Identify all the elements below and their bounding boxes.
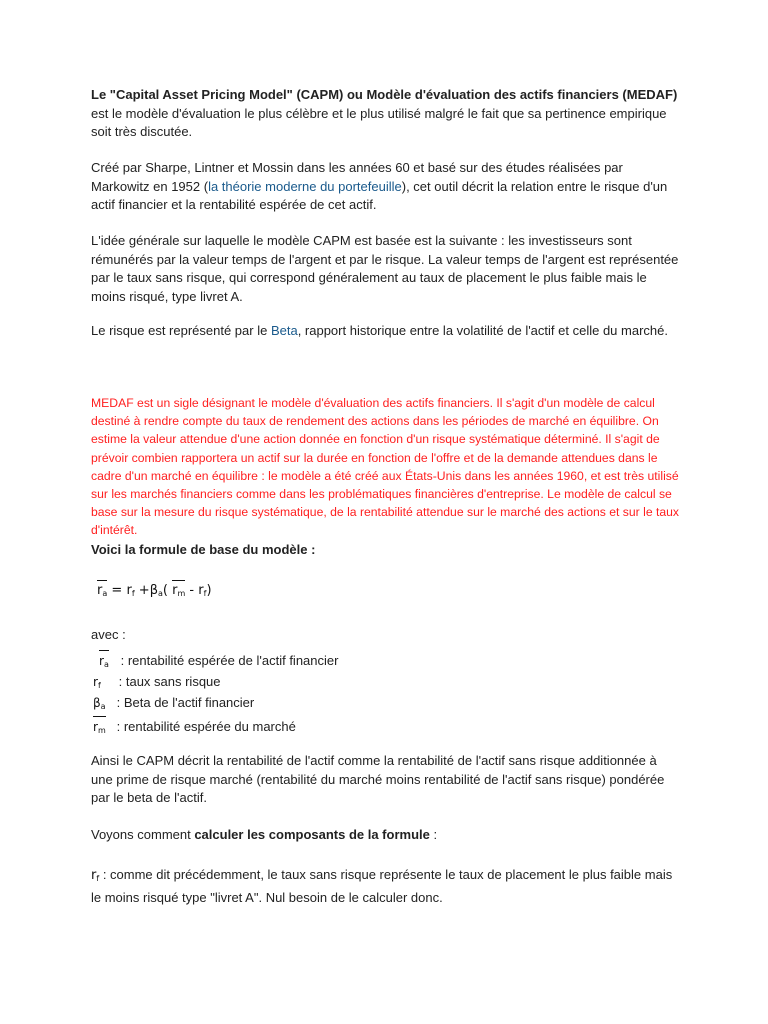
legend-rf-text: : taux sans risque <box>118 674 221 689</box>
legend-rm-symbol <box>91 716 113 741</box>
intro-paragraph-2-after: ), cet outil décrit la relation entre le risque d'un actif financier et la rentabilité espérée de cet actif. <box>91 178 668 212</box>
legend-item-rf <box>91 673 221 696</box>
capm-title-bold: Le "Capital Asset Pricing Model" (CAPM) ou Modèle d'évaluation des actifs financiers (MEDAF) <box>91 87 678 102</box>
legend-beta-letter: β <box>93 696 101 710</box>
formula-rm <box>172 580 185 604</box>
intro-paragraph-2-before: Créé par Sharpe, Lintner et Mossin dans les années 60 et basé sur des études réalisées par Markowitz en 1952 ( <box>91 160 623 194</box>
formula-open-paren: ( <box>162 583 168 598</box>
rf-explanation-symbol <box>91 867 99 889</box>
formula-ra-sub: a <box>102 589 108 598</box>
intro-paragraph-4 <box>91 322 681 341</box>
legend-beta-symbol <box>91 694 113 717</box>
legend-rm-text: : rentabilité espérée du marché <box>116 719 296 734</box>
formula-rf-2 <box>198 582 206 604</box>
formula-plus: + <box>138 583 150 598</box>
formula-rf-sub: f <box>131 589 135 598</box>
legend-ra-symbol <box>91 650 113 675</box>
voyons-paragraph <box>91 826 681 845</box>
intro-paragraph-4-after: , rapport historique entre la volatilité de l'actif et celle du marché. <box>297 323 668 338</box>
legend-item-ra <box>91 650 338 675</box>
formula-minus: - <box>189 583 195 598</box>
legend-beta-text: : Beta de l'actif financier <box>116 695 255 710</box>
legend-ra-text: : rentabilité espérée de l'actif financier <box>120 653 339 668</box>
formula-beta-symbol: β <box>149 583 158 598</box>
intro-paragraph-2 <box>91 159 681 215</box>
voyons-bold: calculer les composants de la formule <box>194 827 430 842</box>
legend-ra-glyph <box>99 650 109 675</box>
rf-explanation-letter: r <box>91 868 97 883</box>
legend-beta-glyph <box>93 694 106 717</box>
formula-ra-symbol: r <box>97 583 103 598</box>
formula-rf <box>126 582 134 604</box>
formula-beta-sub: a <box>157 589 163 598</box>
formula-rf2-sub: f <box>203 589 207 598</box>
formula-equals: = <box>111 583 123 598</box>
formula-rf-symbol: r <box>126 583 132 598</box>
capm-formula <box>97 580 212 604</box>
legend-rf-letter: r <box>93 675 98 689</box>
formula-rm-symbol: r <box>172 583 178 598</box>
legend-item-rm <box>91 716 296 741</box>
formula-beta <box>150 582 163 604</box>
legend-rf-glyph <box>93 673 101 696</box>
rf-explanation <box>91 866 681 907</box>
intro-paragraph-1-text: est le modèle d'évaluation le plus célèbre et le plus utilisé malgré le fait que sa pertinence empirique soit très discutée. <box>91 105 667 139</box>
intro-paragraph-3: L'idée générale sur laquelle le modèle CAPM est basée est la suivante : les investisseurs sont rémunérés par la valeur temps de l'argent et par le risque. La valeur temps de l'argent est représentée par le taux sans risque, qui correspond généralement au taux de placement le plus faible mais le moins risqué, type livret A. <box>91 233 679 304</box>
intro-paragraph-4-before: Le risque est représenté par le <box>91 323 271 338</box>
rf-explanation-text: : comme dit précédemment, le taux sans risque représente le taux de placement le plus faible mais le moins risqué type "livret A". Nul besoin de le calculer donc. <box>91 867 673 905</box>
ainsi-paragraph: Ainsi le CAPM décrit la rentabilité de l'actif comme la rentabilité de l'actif sans risque additionnée à une prime de risque marché (rentabilité du marché moins rentabilité de l'actif sans risque) pondérée par le beta de l'actif. <box>91 753 665 805</box>
intro-paragraph-1 <box>91 86 681 142</box>
formula-rm-sub: m <box>177 589 186 598</box>
link-beta[interactable]: Beta <box>270 323 298 338</box>
legend-rm-letter: r <box>93 720 98 734</box>
legend-ra-sub: a <box>103 660 109 669</box>
formula-heading: Voici la formule de base du modèle : <box>91 542 316 557</box>
legend-ra-letter: r <box>99 654 104 668</box>
legend-rf-sub: f <box>97 681 101 690</box>
legend-rf-symbol <box>91 673 113 696</box>
medaf-definition-red: MEDAF est un sigle désignant le modèle d'évaluation des actifs financiers. Il s'agit d'un modèle de calcul destiné à rendre compte du taux de rendement des actions dans les périodes de marché en équilibre. On estime la valeur attendue d'une action donnée en fonction d'un risque systématique déterminé. Il s'agit de prévoir combien rapportera un actif sur la durée en fonction de l'offre et de la demande attendues dans le cadre d'un marché en équilibre : le modèle a été créé aux États-Unis dans les années 1960, et est très utilisé sur les marchés financiers comme dans les problématiques financières d'entreprise. Le modèle de calcul se base sur la mesure du risque systématique, de la rentabilité attendue sur le marché des actions et sur le taux d'intérêt. <box>91 396 680 538</box>
formula-rf2-symbol: r <box>198 583 204 598</box>
voyons-before: Voyons comment <box>91 827 195 842</box>
legend-rm-glyph <box>93 716 106 741</box>
voyons-after: : <box>429 827 438 842</box>
legend-beta-sub: a <box>100 702 106 711</box>
avec-label: avec : <box>91 627 126 642</box>
link-theorie-portefeuille[interactable]: la théorie moderne du portefeuille <box>208 178 402 194</box>
legend-rm-sub: m <box>97 726 106 735</box>
formula-close-paren: ) <box>206 583 212 598</box>
legend-item-beta <box>91 694 254 717</box>
rf-explanation-sub: f <box>96 874 100 883</box>
formula-ra <box>97 580 107 604</box>
